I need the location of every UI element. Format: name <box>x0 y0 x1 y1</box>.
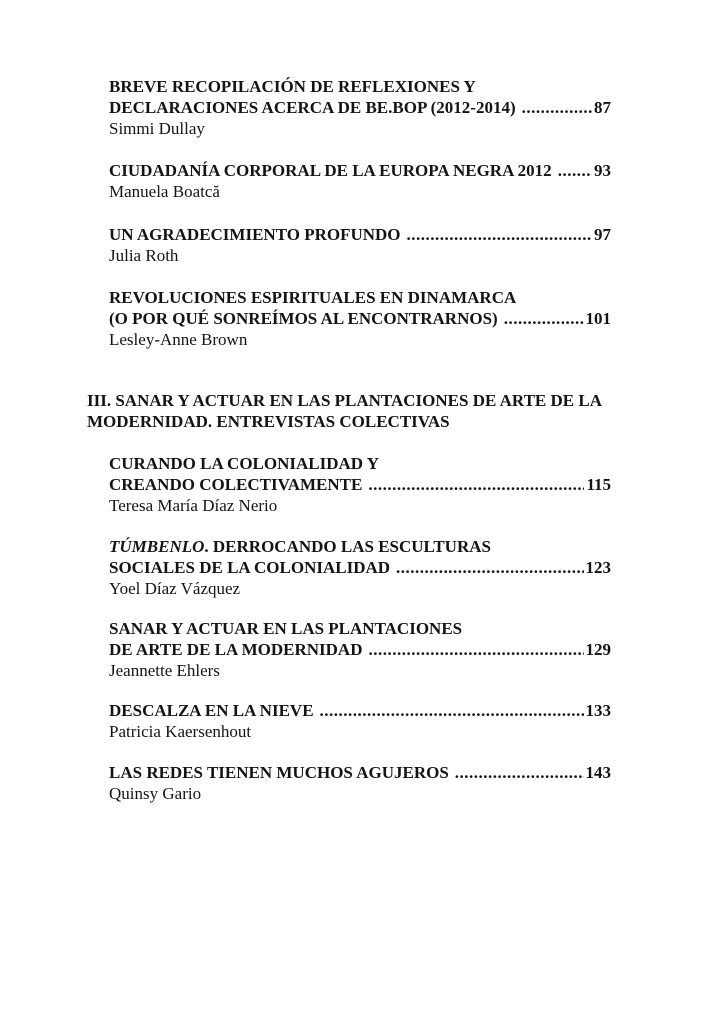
entry-title-text: DE ARTE DE LA MODERNIDAD <box>109 640 363 659</box>
entry-title-line: REVOLUCIONES ESPIRITUALES EN DINAMARCA <box>109 288 517 307</box>
toc-entry <box>109 453 611 516</box>
entry-title-text: SOCIALES DE LA COLONIALIDAD <box>109 558 391 577</box>
entry-title-line <box>109 762 611 783</box>
entry-title-text: CREANDO COLECTIVAMENTE <box>109 475 363 494</box>
entry-title-line: BREVE RECOPILACIÓN DE REFLEXIONES Y <box>109 77 476 96</box>
entry-page-number: 143 <box>585 763 611 782</box>
section-heading <box>87 390 617 432</box>
entry-title-text: . DERROCANDO LAS ESCULTURAS <box>204 537 491 556</box>
dot-leader <box>558 160 592 181</box>
dot-leader <box>455 762 584 783</box>
entry-title-line <box>109 700 611 721</box>
entry-author: Lesley-Anne Brown <box>109 330 248 349</box>
entry-title-line: CURANDO LA COLONIALIDAD Y <box>109 454 379 473</box>
entry-title-line <box>109 639 611 660</box>
entry-title-text: DECLARACIONES ACERCA DE BE.BOP (2012-2014) <box>109 98 516 117</box>
entry-title-line <box>109 160 611 181</box>
entry-title-line <box>109 557 611 578</box>
entry-title-text: (O POR QUÉ SONREÍMOS AL ENCONTRARNOS) <box>109 309 498 328</box>
entry-title-text: DESCALZA EN LA NIEVE <box>109 701 314 720</box>
entry-page-number: 129 <box>585 640 611 659</box>
dot-leader <box>369 639 584 660</box>
entry-title-text: UN AGRADECIMIENTO PROFUNDO <box>109 225 401 244</box>
entry-title-line <box>109 308 611 329</box>
entry-author: Quinsy Gario <box>109 784 202 803</box>
entry-page-number: 123 <box>585 558 611 577</box>
toc-entry <box>109 224 611 266</box>
entry-page-number: 93 <box>594 161 611 180</box>
entry-title-line <box>109 536 611 557</box>
dot-leader <box>396 557 583 578</box>
entry-title-text: LAS REDES TIENEN MUCHOS AGUJEROS <box>109 763 449 782</box>
entry-title-line <box>109 474 611 495</box>
dot-leader <box>504 308 584 329</box>
entry-author: Simmi Dullay <box>109 119 205 138</box>
entry-author: Teresa María Díaz Nerio <box>109 496 278 515</box>
dot-leader <box>407 224 592 245</box>
dot-leader <box>522 97 592 118</box>
toc-entry <box>109 618 611 681</box>
entry-author: Patricia Kaersenhout <box>109 722 252 741</box>
entry-title-italic: TÚMBENLO <box>109 537 205 556</box>
dot-leader <box>368 474 584 495</box>
entry-author: Jeannette Ehlers <box>109 661 220 680</box>
entry-author: Yoel Díaz Vázquez <box>109 579 241 598</box>
toc-entry <box>109 700 611 742</box>
entry-page-number: 133 <box>585 701 611 720</box>
section-heading-line: III. SANAR Y ACTUAR EN LAS PLANTACIONES DE ARTE DE LA <box>87 391 603 410</box>
dot-leader <box>320 700 584 721</box>
entry-title-line: SANAR Y ACTUAR EN LAS PLANTACIONES <box>109 619 463 638</box>
toc-entry <box>109 536 611 599</box>
entry-author: Julia Roth <box>109 246 179 265</box>
entry-title-text: CIUDADANÍA CORPORAL DE LA EUROPA NEGRA 2012 <box>109 161 552 180</box>
entry-title-line <box>109 224 611 245</box>
entry-page-number: 115 <box>586 475 611 494</box>
entry-page-number: 87 <box>594 98 611 117</box>
toc-entry <box>109 160 611 202</box>
entry-page-number: 101 <box>585 309 611 328</box>
entry-author: Manuela Boatcă <box>109 182 220 201</box>
toc-entry <box>109 287 611 350</box>
toc-entry <box>109 762 611 804</box>
entry-page-number: 97 <box>594 225 611 244</box>
section-heading-line: MODERNIDAD. ENTREVISTAS COLECTIVAS <box>87 412 450 431</box>
entry-title-line <box>109 97 611 118</box>
toc-entry <box>109 76 611 139</box>
